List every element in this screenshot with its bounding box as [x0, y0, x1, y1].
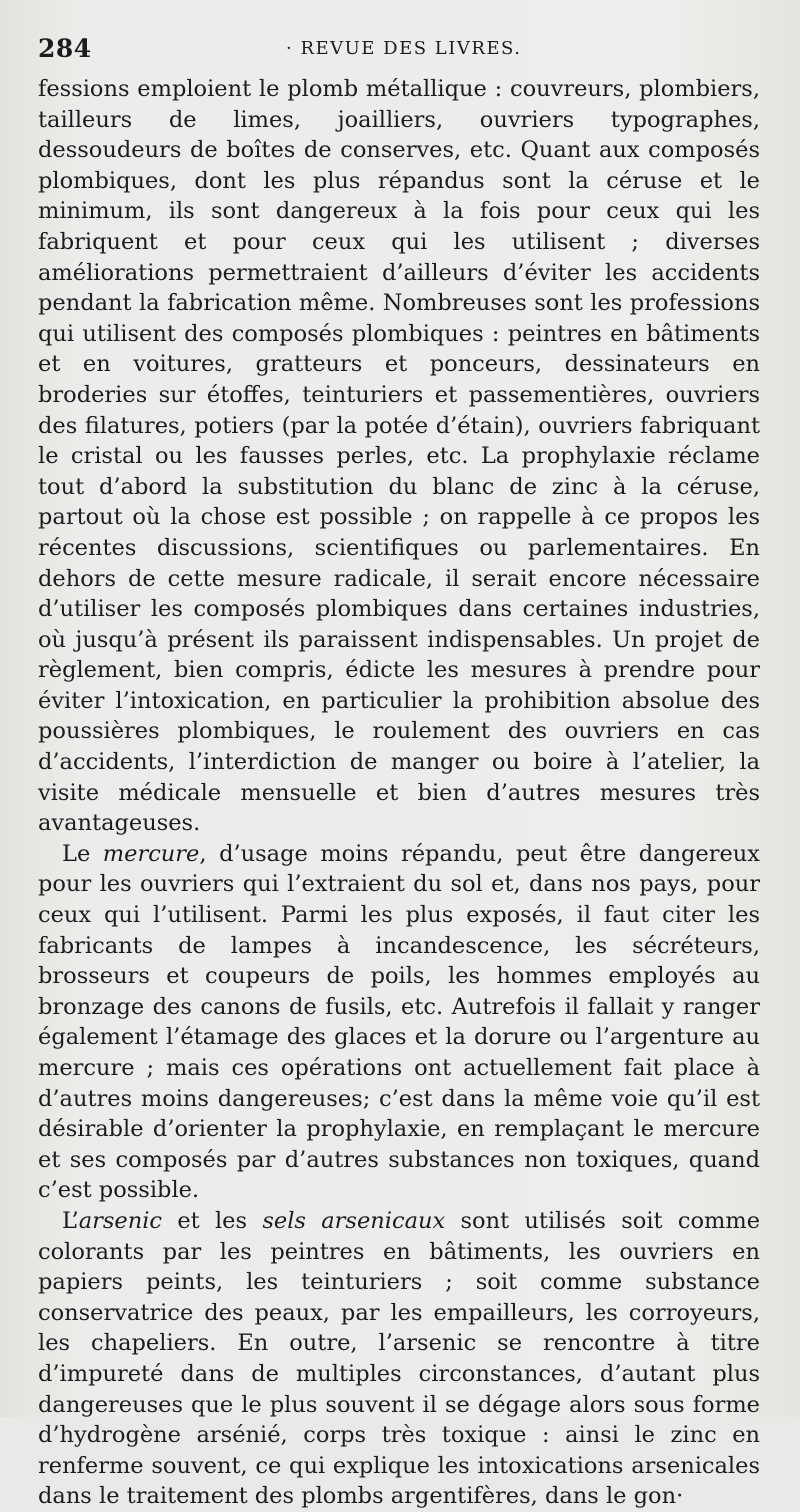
paragraph-text: fessions emploient le plomb métallique : couvreurs, plombiers, tailleurs de limes, joailliers, ouvriers typographes, dessoudeurs de boîtes de conserves, etc. Quant aux composés plombiques, dont les plus répandus sont la céruse et le minimum, ils sont dangereux à la fois pour ceux qui les fabriquent et pour ceux qui les utilisent ; diverses améliorations permettraient d’ailleurs d’éviter les accidents pendant la fabrication même. Nombreuses sont les professions qui utilisent des composés plombiques : peintres en bâtiments et en voitures, gratteurs et ponceurs, dessinateurs en broderies sur étoffes, teinturiers et passementières, ouvriers des filatures, potiers (par la potée d’étain), ouvriers fabriquant le cristal ou les fausses perles, etc. La prophylaxie réclame tout d’abord la substitution du blanc de zinc à la céruse, partout où la chose est possible ; on rappelle à ce propos les récentes discussions, scientifiques ou parlementaires. En dehors de cette mesure radicale, il serait encore nécessaire d’utiliser les composés plombiques dans certaines industries, où jusqu’à présent ils paraissent indispensables. Un projet de règlement, bien compris, édicte les mesures à prendre pour éviter l’intoxication, en particulier la prohibition absolue des poussières plombiques, le roulement des ouvriers en cas d’accidents, l’interdiction de manger ou boire à l’atelier, la visite médicale mensuelle et bien d’autres mesures très avantageuses.	[38, 76, 760, 837]
paragraph	[38, 1206, 760, 1512]
paragraph-text: L’	[62, 1207, 79, 1234]
paragraph	[38, 839, 760, 1206]
italic-term: sels arsenicaux	[262, 1207, 446, 1234]
paragraph-text: sont utilisés soit comme colorants par les peintres en bâtiments, les ouvriers en papiers peints, les teinturiers ; soit comme substance conservatrice des peaux, par les empailleurs, les corroyeurs, les chapeliers. En outre, l’arsenic se rencontre à titre d’impureté dans de multiples circonstances, d’autant plus dangereuses que le plus souvent il se dégage alors sous forme d’hydrogène arsénié, corps très toxique : ainsi le zinc en renferme souvent, ce qui explique les intoxications arsenicales dans le traitement des plombs argentifères, dans le gon·	[38, 1207, 761, 1510]
body-text	[38, 74, 760, 1512]
paragraph-text: et les	[162, 1207, 263, 1234]
page-number: 284	[38, 34, 92, 63]
italic-term: arsenic	[78, 1207, 163, 1234]
paragraph-text: Le	[62, 840, 103, 867]
running-title: · REVUE DES LIVRES.	[286, 38, 522, 59]
italic-term: mercure	[102, 840, 200, 867]
paragraph	[38, 74, 760, 839]
paragraph-text: , d’usage moins répandu, peut être dangereux pour les ouvriers qui l’extraient du sol et, dans nos pays, pour ceux qui l’utilisent. Parmi les plus exposés, il faut citer les fabricants de lampes à incandescence, les sécréteurs, brosseurs et coupeurs de poils, les hommes employés au bronzage des canons de fusils, etc. Autrefois il fallait y ranger également l’étamage des glaces et la dorure ou l’argenture au mercure ; mais ces opérations ont actuellement fait place à d’autres moins dangereuses; c’est dans la même voie qu’il est désirable d’orienter la prophylaxie, en remplaçant le mercure et ses composés par d’autres substances non toxiques, quand c’est possible.	[38, 840, 760, 1204]
running-head	[38, 30, 762, 74]
